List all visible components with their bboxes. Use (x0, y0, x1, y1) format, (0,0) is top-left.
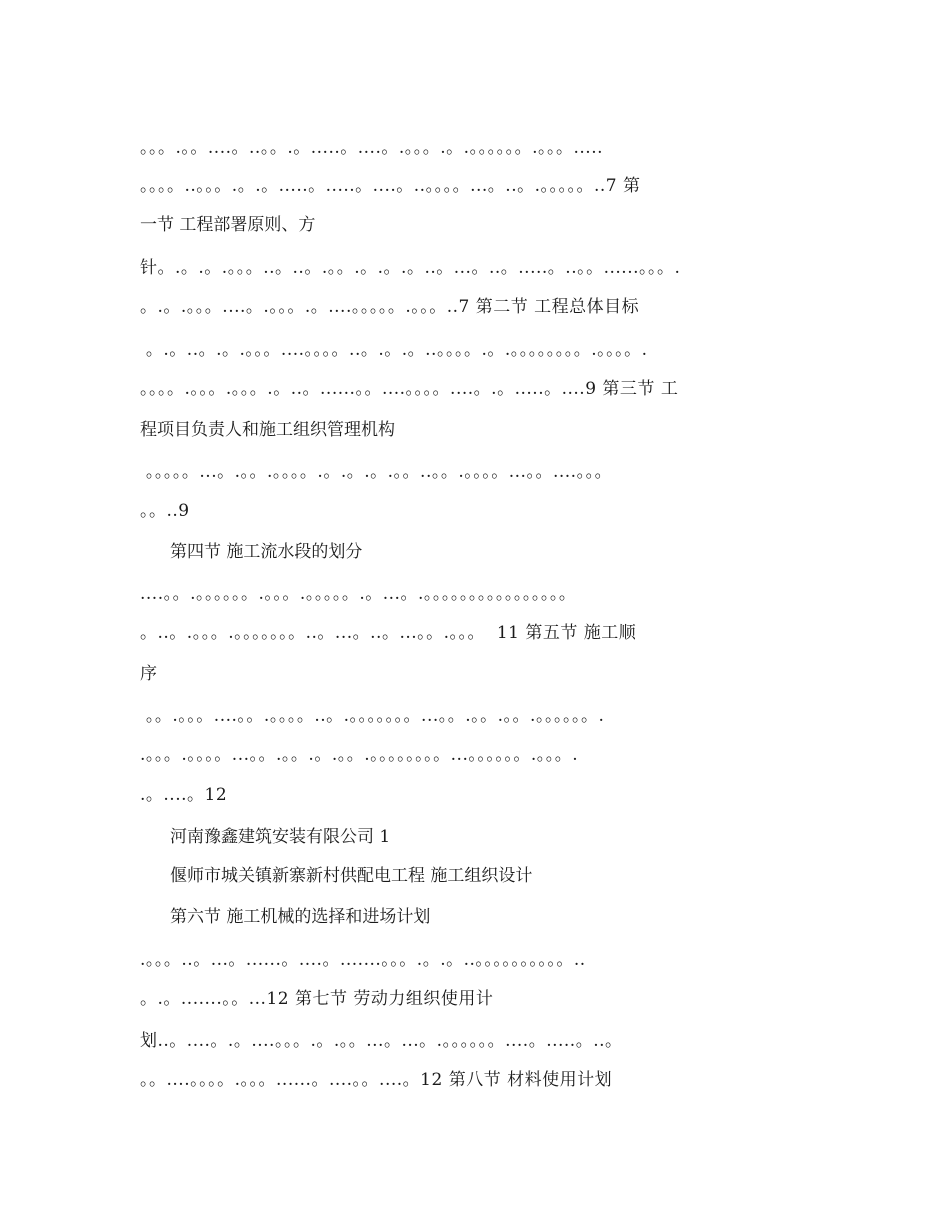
toc-leader-line: 。。。.。。....。..。。.。.....。....。.。。。.。.。。。。。。.。。。..... (140, 138, 603, 158)
toc-leader-line: 。.。..。.。.。。。....。。。。..。.。.。..。。。。.。.。。。。。。。。.。。。。. (140, 340, 648, 360)
toc-entry-title: 第六节 施工机械的选择和进场计划 (170, 907, 431, 927)
toc-page-number: 。。..9 (140, 501, 190, 521)
toc-entry-text: 。.。.......。。...12 第七节 劳动力组织使用计 (140, 989, 494, 1009)
toc-entry-title: 第四节 施工流水段的划分 (170, 542, 363, 562)
toc-leader-line: .。。。.。。。。...。。.。。.。.。。.。。。。。。。。...。。。。。。.。。。. (140, 745, 579, 765)
toc-leader-line: 针。.。.。.。。。..。..。.。。.。.。.。..。...。..。.....。..。。......。。。. (140, 258, 681, 278)
toc-page-number: .。....。12 (140, 785, 228, 805)
toc-entry-text: 程项目负责人和施工组织管理机构 (140, 420, 395, 440)
toc-leader-line: 。。。。。...。.。。.。。。。.。.。.。.。。..。。.。。。。...。。....。。。 (140, 462, 613, 482)
toc-entry-text: 。。....。。。。.。。。......。....。。....。12 第八节 材料使用计划 (140, 1070, 613, 1090)
toc-leader-line: 划..。....。.。....。。。.。.。。...。...。.。。。。。。....。.....。..。 (140, 1031, 623, 1051)
toc-entry-text: 序 (140, 664, 157, 684)
toc-leader-line: 。。.。。。....。。.。。。。..。.。。。。。。。...。。.。。.。。.。。。。。。. (140, 706, 605, 726)
toc-leader-line: ....。。.。。。。。。.。。。.。。。。。.。...。.。。。。。。。。。。。。。。。。 (140, 584, 577, 604)
toc-entry-text: 。。。。.。。。.。。。.。..。......。。....。。。。....。.。.....。....9 第三节 工 (140, 379, 679, 399)
toc-entry-text: 。.。.。。。....。.。。。.。....。。。。。.。。。..7 第二节 工程总体目标 (140, 297, 640, 317)
toc-leader-line: .。。。..。...。......。....。.......。。。.。.。..。。。。。。。。。。.. (140, 950, 586, 970)
toc-leader-line: 。。。。..。。。.。.。.....。.....。....。..。。。。...。..。.。。。。。..7 第 (140, 176, 641, 196)
page-footer-company: 河南豫鑫建筑安装有限公司 1 (170, 827, 391, 847)
toc-entry-text: 。..。.。。。.。。。。。。。..。...。..。...。。.。。。 11 第五节 施工顺 (140, 623, 637, 643)
toc-entry-text: 一节 工程部署原则、方 (140, 215, 316, 235)
page-header-project: 偃师市城关镇新寨新村供配电工程 施工组织设计 (170, 866, 533, 886)
